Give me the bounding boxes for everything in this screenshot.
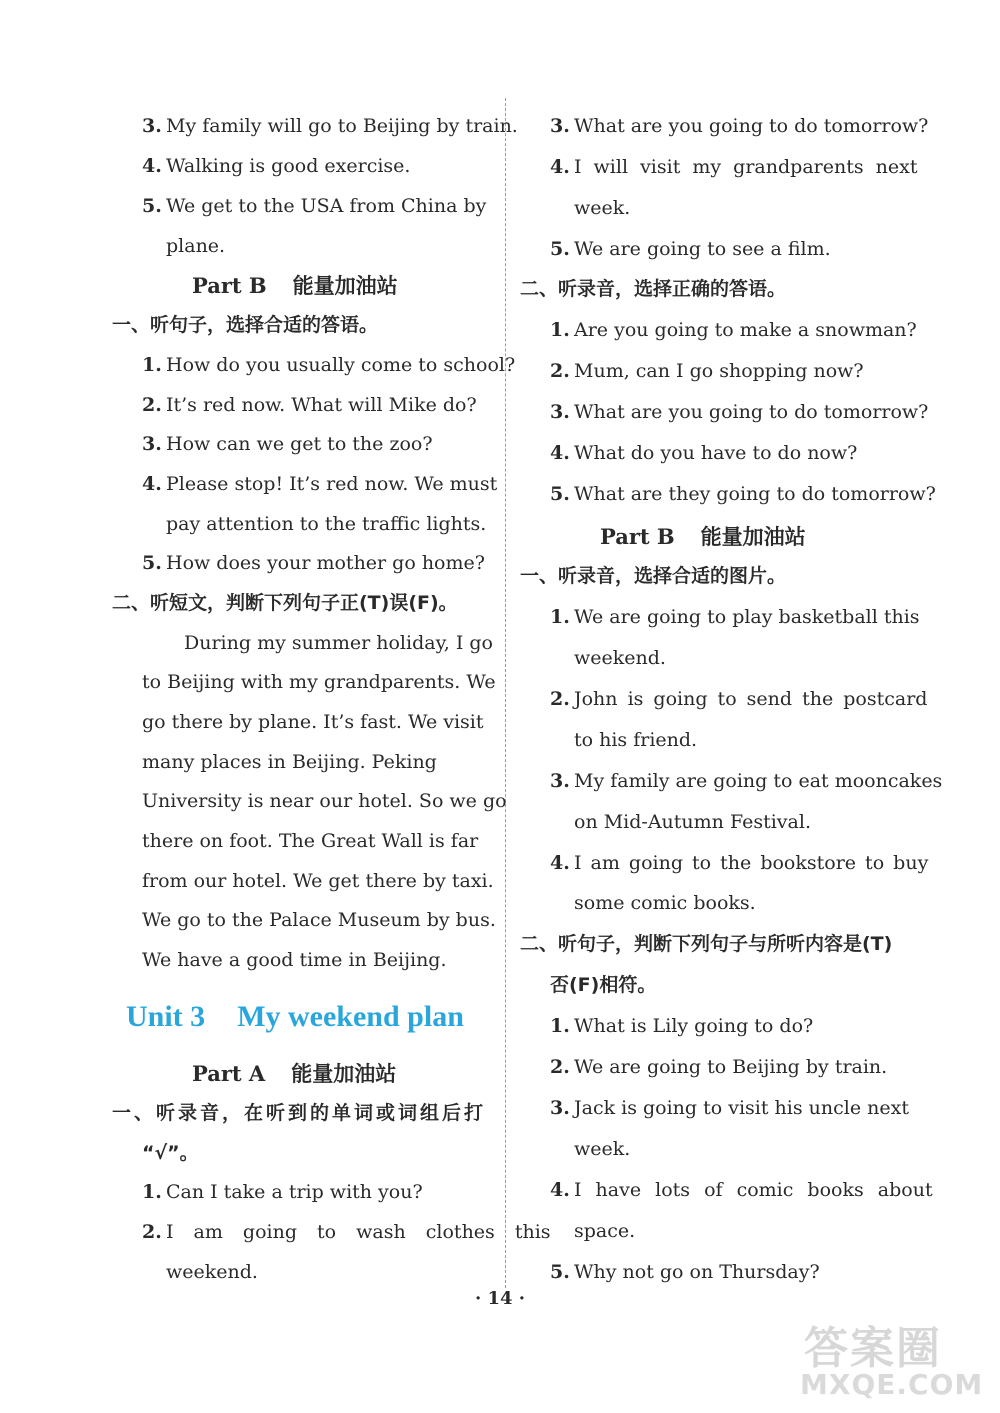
list-item: 4. What do you have to do now? [550,442,858,464]
list-item: 2. It’s red now. What will Mike do? [142,394,477,416]
list-item: 3. What are you going to do tomorrow? [550,401,929,423]
list-item: 2. John is going to send the postcard [550,688,928,710]
list-item: 1. We are going to play basketball this [550,606,920,628]
list-item: 4. I am going to the bookstore to buy [550,852,929,874]
section-heading: 二、听录音，选择正确的答语。 [520,278,787,300]
list-item: 1. What is Lily going to do? [550,1015,814,1037]
passage-line: We go to the Palace Museum by bus. [142,909,496,931]
section-heading: 一、听句子，选择合适的答语。 [112,314,379,336]
list-item: 1. Can I take a trip with you? [142,1181,423,1203]
list-item: 4. Walking is good exercise. [142,155,411,177]
passage-line: from our hotel. We get there by taxi. [142,870,494,892]
section-heading: 一、听录音，选择合适的图片。 [520,565,787,587]
list-item: 4. I will visit my grandparents next [550,156,918,178]
list-item: 2. Mum, can I go shopping now? [550,360,864,382]
watermark [800,1312,984,1408]
list-item: 3. Jack is going to visit his uncle next [550,1097,909,1119]
section-heading: 二、听句子，判断下列句子与所听内容是(T) [520,933,893,955]
list-item: 1. Are you going to make a snowman? [550,319,917,341]
passage-line: We have a good time in Beijing. [142,949,447,971]
passage-line: go there by plane. It’s fast. We visit [142,711,484,733]
list-item: 3. How can we get to the zoo? [142,433,433,455]
list-item-continuation: space. [574,1220,636,1242]
list-item: 5. We get to the USA from China by [142,195,487,217]
list-item: 3. My family will go to Beijing by train. [142,115,518,137]
watermark-url: MXQE.COM [800,1368,984,1401]
list-item: 3. My family are going to eat mooncakes [550,770,943,792]
list-item: 2. We are going to Beijing by train. [550,1056,888,1078]
list-item: 4. Please stop! It’s red now. We must [142,473,498,495]
page-number: · 14 · [474,1288,526,1309]
list-item: 1. How do you usually come to school? [142,354,516,376]
list-item: 5. We are going to see a film. [550,238,831,260]
list-item-continuation: weekend. [166,1261,258,1283]
list-item-continuation: week. [574,1138,631,1160]
list-item: 2. I am going to wash clothes this [142,1221,551,1243]
part-heading: Part B 能量加油站 [192,273,398,298]
list-item: 3. What are you going to do tomorrow? [550,115,929,137]
passage-line: University is near our hotel. So we go [142,790,507,812]
section-heading-continuation: 否(F)相符。 [550,974,657,996]
list-item: 5. Why not go on Thursday? [550,1261,820,1283]
section-heading: 一、听录音，在听到的单词或词组后打 [112,1102,487,1124]
passage-line: During my summer holiday, I go [184,632,494,654]
watermark-logo: 答案圈 [804,1323,942,1374]
section-heading-continuation: “√”。 [142,1142,199,1164]
unit-title: Unit 3 My weekend plan [126,1000,464,1033]
column-divider [505,98,506,1288]
list-item-continuation: pay attention to the traffic lights. [166,513,487,535]
list-item-continuation: some comic books. [574,892,756,914]
passage-line: many places in Beijing. Peking [142,751,437,773]
part-heading: Part B 能量加油站 [600,524,806,549]
list-item: 5. What are they going to do tomorrow? [550,483,936,505]
list-item-continuation: to his friend. [574,729,698,751]
list-item: 4. I have lots of comic books about [550,1179,933,1201]
list-item-continuation: on Mid-Autumn Festival. [574,811,811,833]
section-heading: 二、听短文，判断下列句子正(T)误(F)。 [112,592,458,614]
list-item-continuation: week. [574,197,631,219]
part-heading: Part A 能量加油站 [192,1061,397,1086]
list-item-continuation: weekend. [574,647,666,669]
list-item: 5. How does your mother go home? [142,552,485,574]
list-item-continuation: plane. [166,235,226,257]
passage-line: to Beijing with my grandparents. We [142,671,496,693]
passage-line: there on foot. The Great Wall is far [142,830,479,852]
